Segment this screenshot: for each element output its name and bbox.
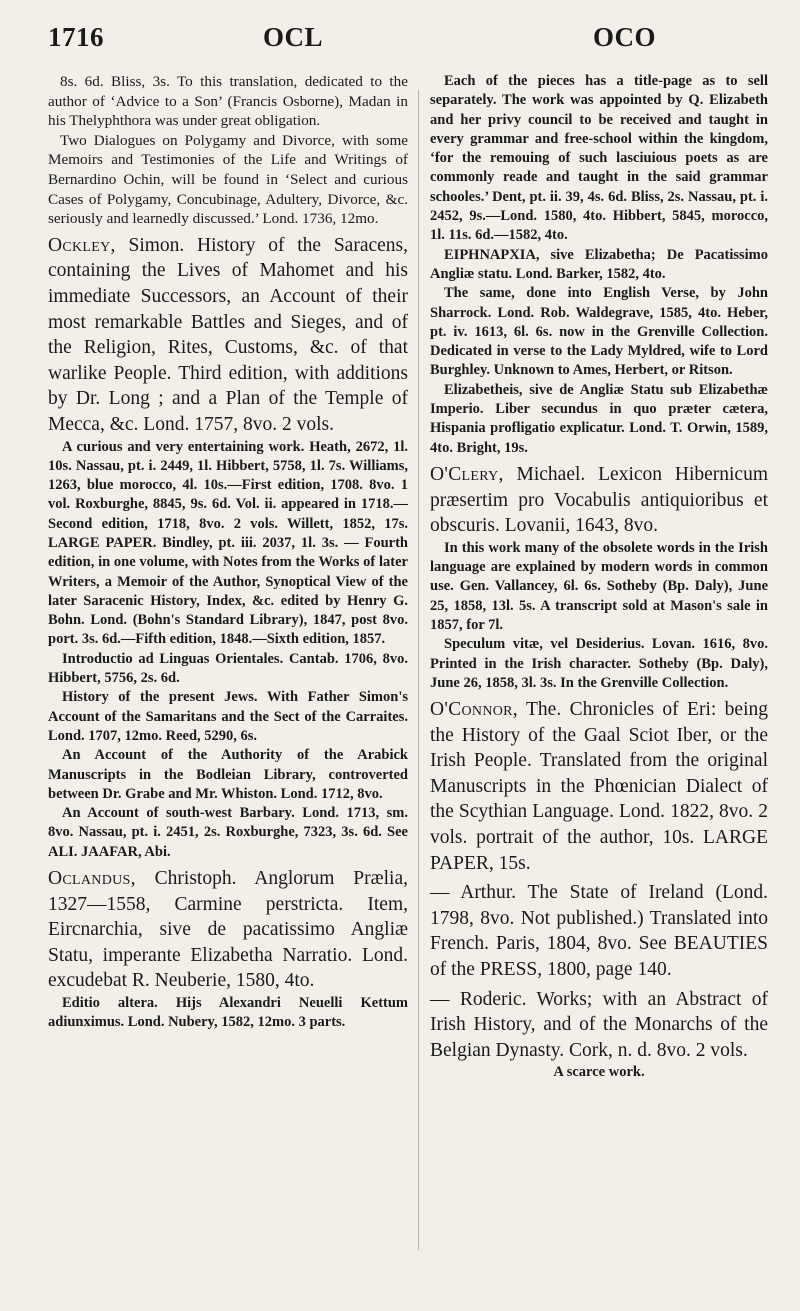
entry-note: History of the present Jews. With Father Simon's Account of the Samaritans and the Sect of the Carraites. Lond. 1707, 12mo. Reed, 5290, 6s. xyxy=(48,689,408,744)
entry-note: A curious and very entertaining work. Heath, 2672, 1l. 10s. Nassau, pt. i. 2449, 1l. Hibbert, 5758, 1l. 7s. Williams, 1263, blue morocco, 4l. 10s.—First edition, 1708. 8vo. 1 vol. Roxburghe, 8845, 9s. 6d. Vol. ii. appeared in 1718.—Second edition, 1718, 8vo. 2 vols. Willett, 1852, 17s. LARGE PAPER. Bindley, pt. iii. 2037, 1l. 3s. — Fourth edition, in one volume, with Notes from the Works of later Writers, a Memoir of the Author, Synoptical View of the later Saracenic History, Index, &c. edited by Henry G. Bohn. Lond. (Bohn's Standard Library), 1847, post 8vo. port. 3s. 6d.—Fifth edition, 1848.—Sixth edition, 1857. xyxy=(48,438,408,648)
entry-heading: — Roderic. Works; with an Abstract of Irish History, and of the Monarchs of the Belgian Dynasty. Cork, n. d. 8vo. 2 vols. xyxy=(430,988,768,1061)
entry-text: Two Dialogues on Polygamy and Divorce, with some Memoirs and Testimonies of the Life and Writings of Bernardino Ochin, will be found in ‘Select and curious Cases of Polygamy, Concubinage, Adultery, Divorce, &c. seriously and learnedly discussed.’ Lond. 1736, 12mo. xyxy=(48,131,408,228)
entry-heading: Oclandus, Christoph. Anglorum Prælia, 1327—1558, Carmine perstricta. Item, Eircnarchia, sive de pacatissimo Angliæ Statu, imperante Elizabetha Narratio. Lond. excudebat R. Neuberie, 1580, 4to. xyxy=(48,868,408,992)
page-header xyxy=(48,22,760,58)
entry-note: ΕΙΡΗΝΑΡΧΙΑ, sive Elizabetha; De Pacatissimo Angliæ statu. Lond. Barker, 1582, 4to. xyxy=(430,246,768,282)
entry-heading: O'Clery, Michael. Lexicon Hibernicum præsertim pro Vocabulis antiquioribus et obscuris. Lovanii, 1643, 8vo. xyxy=(430,463,769,537)
entry-note: An Account of the Authority of the Arabick Manuscripts in the Bodleian Library, controverted between Dr. Grabe and Mr. Whiston. Lond. 1712, 8vo. xyxy=(48,747,408,802)
right-column xyxy=(430,72,768,1083)
entry-author: O'Connor, xyxy=(430,699,518,721)
entry-heading: Ockley, Simon. History of the Saracens, containing the Lives of Mahomet and his immediate Successors, an Account of their most remarkable Battles and Sieges, and of the Religion, Rites, Customs, &c. of that warlike People. Third edition, with additions by Dr. Long ; and a Plan of the Temple of Mecca, &c. Lond. 1757, 8vo. 2 vols. xyxy=(48,234,409,435)
entry-note: The same, done into English Verse, by John Sharrock. Lond. Rob. Waldegrave, 1585, 4to. Heber, pt. iv. 1613, 6l. 6s. now in the Grenville Collection. Dedicated in verse to the Lady Myldred, wife to Lord Burghley. Unknown to Ames, Herbert, or Ritson. xyxy=(430,285,768,379)
entry-text: 8s. 6d. Bliss, 3s. To this translation, dedicated to the author of ‘Advice to a Son’ (Francis Osborne), Madan in his Thelyphthora was under great obligation. xyxy=(48,73,408,130)
left-running-head: OCL xyxy=(263,22,324,52)
entry-author: Oclandus, xyxy=(48,868,136,890)
entry-heading: O'Connor, The. Chronicles of Eri: being the History of the Gaal Sciot Iber, or the Irish People. Translated from the original Manuscripts in the Phœnician Dialect of the Scythian Language. Lond. 1822, 8vo. 2 vols. portrait of the author, 10s. LARGE PAPER, 15s. xyxy=(430,699,768,874)
entry-author: Ockley, xyxy=(48,234,116,256)
left-column xyxy=(48,72,408,1033)
page-number: 1716 xyxy=(48,22,104,52)
entry-note: Each of the pieces has a title-page as to sell separately. The work was appointed by Q. Elizabeth and her privy council to be received and taught in every grammar and free-school within the kingdom, ‘for the remouing of such lasciuious poets as are commonly reade and taught in the said grammar schooles.’ Dent, pt. ii. 39, 4s. 6d. Bliss, 2s. Nassau, pt. i. 2452, 9s.—Lond. 1580, 4to. Hibbert, 5845, morocco, 1l. 11s. 6d.—1582, 4to. xyxy=(430,73,768,244)
entry-note: A scarce work. xyxy=(553,1064,645,1081)
entry-author: O'Clery, xyxy=(430,463,504,485)
right-running-head: OCO xyxy=(593,22,657,52)
entry-note: In this work many of the obsolete words in the Irish language are explained by modern words in common use. Gen. Vallancey, 6l. 6s. Sotheby (Bp. Daly), June 25, 1858, 13l. 5s. A transcript sold at Mason's sale in 1857, for 7l. xyxy=(430,539,768,633)
entry-heading: — Arthur. The State of Ireland (Lond. 1798, 8vo. Not published.) Translated into French. Paris, 1804, 8vo. See BEAUTIES of the PRESS, 1800, page 140. xyxy=(430,882,768,981)
entry-note: Speculum vitæ, vel Desiderius. Lovan. 1616, 8vo. Printed in the Irish character. Sotheby (Bp. Daly), June 26, 1858, 3l. 3s. In the Grenville Collection. xyxy=(430,636,768,691)
entry-note: Elizabetheis, sive de Angliæ Statu sub Elizabethæ Imperio. Liber secundus in quo præter cætera, Hispania profligatio explicatur. Lond. T. Orwin, 1589, 4to. Bright, 19s. xyxy=(430,381,768,456)
entry-note: Editio altera. Hijs Alexandri Neuelli Kettum adiunximus. Lond. Nubery, 1582, 12mo. 3 parts. xyxy=(48,995,408,1031)
entry-note: An Account of south-west Barbary. Lond. 1713, sm. 8vo. Nassau, pt. i. 2451, 2s. Roxburghe, 7323, 3s. 6d. See ALI. JAAFAR, Abi. xyxy=(48,805,408,860)
entry-note: Introductio ad Linguas Orientales. Cantab. 1706, 8vo. Hibbert, 5756, 2s. 6d. xyxy=(48,650,408,687)
column-divider xyxy=(418,90,419,1250)
